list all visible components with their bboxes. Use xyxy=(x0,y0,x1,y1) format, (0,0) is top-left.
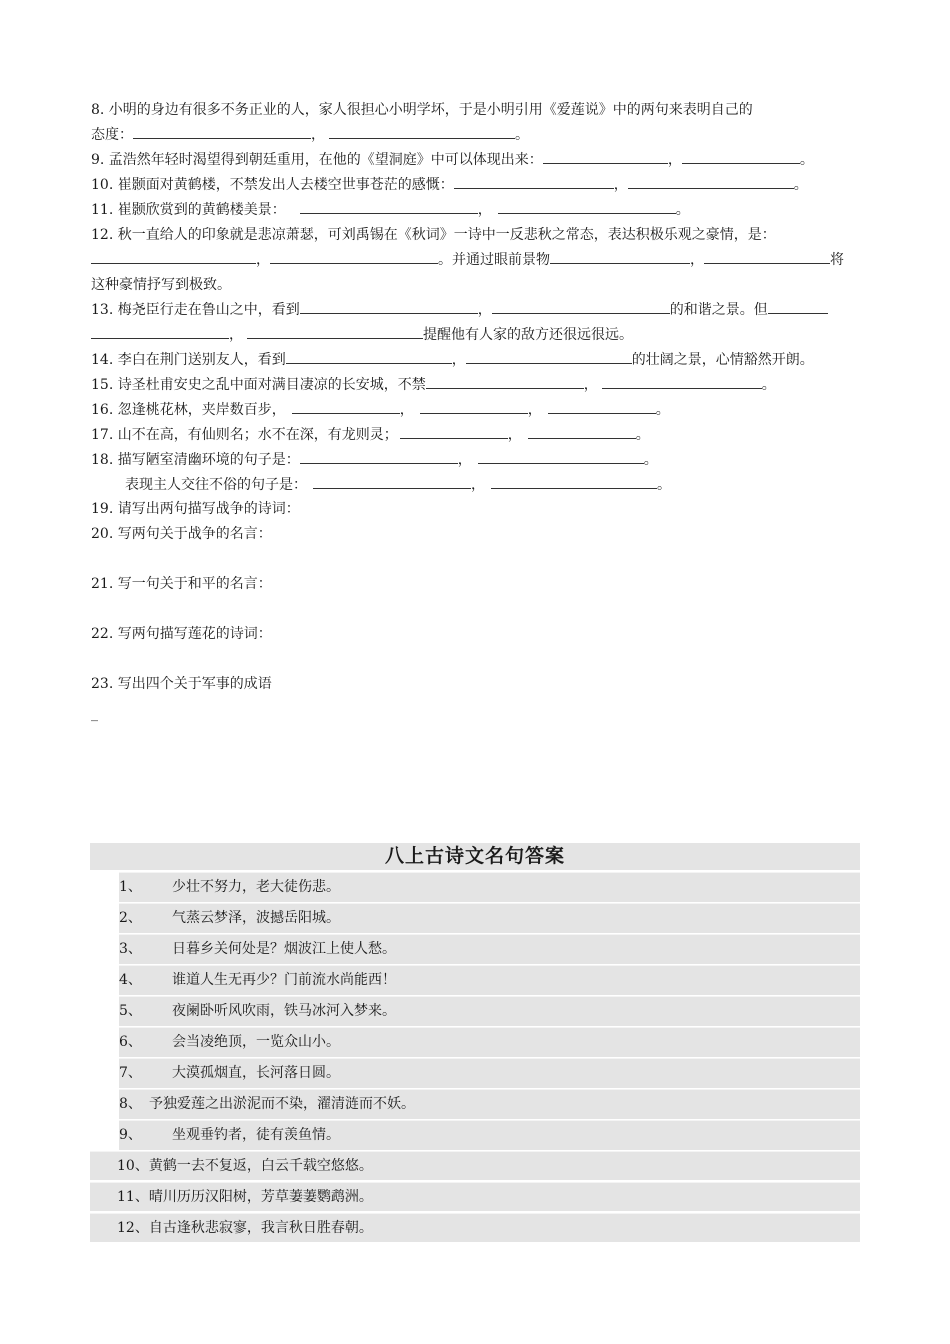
answer-blank[interactable] xyxy=(602,373,762,389)
question-8-answer-line: 态度： ， 。 xyxy=(91,123,861,148)
question-text: 16. 忽逢桃花林，夹岸数百步， xyxy=(91,402,286,418)
answer-item: 9、 坐观垂钓者，徒有羡鱼情。 xyxy=(119,1120,860,1150)
answer-blank[interactable] xyxy=(478,448,644,464)
answer-blank[interactable] xyxy=(133,123,311,139)
answer-blank[interactable] xyxy=(420,398,528,414)
question-12 xyxy=(91,223,861,248)
answer-blank[interactable] xyxy=(286,348,452,364)
question-text: 22. 写两句描写莲花的诗词： xyxy=(91,626,272,642)
answer-blank[interactable] xyxy=(329,123,515,139)
question-text: 19. 请写出两句描写战争的诗词： xyxy=(91,501,300,517)
question-15: 15. 诗圣杜甫安史之乱中面对满目凄凉的长安城，不禁 ， 。 xyxy=(91,373,861,398)
answer-item: 6、 会当凌绝顶，一览众山小。 xyxy=(119,1027,860,1057)
answer-blank[interactable] xyxy=(548,398,656,414)
question-10: 10. 崔颢面对黄鹤楼，不禁发出人去楼空世事苍茫的感慨： ， 。 xyxy=(91,173,861,198)
question-9: 9. 孟浩然年轻时渴望得到朝廷重用，在他的《望洞庭》中可以体现出来： ， 。 xyxy=(91,148,861,173)
question-text: 11. 崔颢欣赏到的黄鹤楼美景： xyxy=(91,202,286,218)
question-13: 13. 梅尧臣行走在鲁山之中，看到 ， 的和谐之景。但 xyxy=(91,298,861,323)
answer-blank[interactable] xyxy=(682,148,800,164)
question-20 xyxy=(91,522,861,547)
answer-blank[interactable] xyxy=(466,348,632,364)
question-text: 18. 描写陋室清幽环境的句子是： xyxy=(91,452,300,468)
answer-blank[interactable] xyxy=(247,323,423,339)
answer-item: 2、 气蒸云梦泽，波撼岳阳城。 xyxy=(119,903,860,933)
answer-item: 1、 少壮不努力，老大徒伤悲。 xyxy=(119,872,860,902)
question-8 xyxy=(91,98,861,123)
answer-blank[interactable] xyxy=(91,323,229,339)
answer-blank[interactable] xyxy=(492,298,670,314)
answer-item: 7、 大漠孤烟直，长河落日圆。 xyxy=(119,1058,860,1088)
answer-item: 11、晴川历历汉阳树，芳草萋萋鹦鹉洲。 xyxy=(90,1182,860,1211)
answer-blank[interactable] xyxy=(300,448,458,464)
question-14: 14. 李白在荆门送别友人，看到 ， 的壮阔之景，心情豁然开朗。 xyxy=(91,348,861,373)
answer-blank[interactable] xyxy=(550,248,690,264)
question-text: 表现主人交往不俗的句子是： xyxy=(125,477,307,493)
answer-blank[interactable] xyxy=(491,473,657,489)
answer-blank[interactable] xyxy=(454,173,614,189)
question-19 xyxy=(91,497,861,522)
question-16: 16. 忽逢桃花林，夹岸数百步， ， ， 。 xyxy=(91,398,861,423)
question-text: 态度： xyxy=(91,127,133,143)
question-17: 17. 山不在高，有仙则名；水不在深，有龙则灵； ， 。 xyxy=(91,423,861,448)
question-text: 13. 梅尧臣行走在鲁山之中，看到 xyxy=(91,302,300,318)
question-text: 8. 小明的身边有很多不务正业的人，家人很担心小明学坏，于是小明引用《爱莲说》中的两句来表明自己的 xyxy=(91,102,753,118)
answer-blank[interactable] xyxy=(292,398,400,414)
question-text: 23. 写出四个关于军事的成语 xyxy=(91,676,272,692)
answer-item: 8、 予独爱莲之出淤泥而不染，濯清涟而不妖。 xyxy=(119,1089,860,1119)
answer-blank[interactable] xyxy=(528,423,636,439)
question-text: 9. 孟浩然年轻时渴望得到朝廷重用，在他的《望洞庭》中可以体现出来： xyxy=(91,152,543,168)
question-13-answer-line: ， 提醒他有人家的敌方还很远很远。 xyxy=(91,323,861,348)
answer-item: 4、 谁道人生无再少？门前流水尚能西！ xyxy=(119,965,860,995)
question-21 xyxy=(91,572,861,597)
question-22 xyxy=(91,622,861,647)
answer-title: 八上古诗文名句答案 xyxy=(90,843,860,870)
question-text: 这种豪情抒写到极致。 xyxy=(91,277,231,293)
question-text: 15. 诗圣杜甫安史之乱中面对满目凄凉的长安城，不禁 xyxy=(91,377,426,393)
question-11: 11. 崔颢欣赏到的黄鹤楼美景： ， 。 xyxy=(91,198,861,223)
answer-blank[interactable] xyxy=(628,173,794,189)
answer-item: 10、黄鹤一去不复返，白云千载空悠悠。 xyxy=(90,1151,860,1180)
question-text: 12. 秋一直给人的印象就是悲凉萧瑟，可刘禹锡在《秋词》一诗中一反悲秋之常态，表达积极乐观之豪情，是： xyxy=(91,227,776,243)
answer-blank[interactable] xyxy=(300,198,478,214)
question-18: 18. 描写陋室清幽环境的句子是： ， 。 xyxy=(91,448,861,473)
answer-blank[interactable] xyxy=(426,373,584,389)
answer-section xyxy=(90,843,860,1239)
answer-blank[interactable] xyxy=(498,198,676,214)
question-text: 17. 山不在高，有仙则名；水不在深，有龙则灵； xyxy=(91,427,398,443)
answer-item: 3、 日暮乡关何处是？烟波江上使人愁。 xyxy=(119,934,860,964)
question-12-line3 xyxy=(91,273,861,298)
question-text: 10. 崔颢面对黄鹤楼，不禁发出人去楼空世事苍茫的感慨： xyxy=(91,177,454,193)
answer-blank[interactable] xyxy=(543,148,668,164)
question-12-answer-line: ， 。并通过眼前景物 ， 将 xyxy=(91,248,861,273)
answer-blank[interactable] xyxy=(704,248,830,264)
question-18b: 表现主人交往不俗的句子是： ， 。 xyxy=(91,473,861,498)
answer-item: 12、自古逢秋悲寂寥，我言秋日胜春朝。 xyxy=(90,1213,860,1242)
answer-blank[interactable] xyxy=(300,298,478,314)
answer-blank[interactable] xyxy=(400,423,508,439)
question-text: 21. 写一句关于和平的名言： xyxy=(91,576,272,592)
question-text: 20. 写两句关于战争的名言： xyxy=(91,526,272,542)
question-23 xyxy=(91,672,861,697)
stray-underscore: _ xyxy=(91,706,98,722)
answer-blank[interactable] xyxy=(313,473,471,489)
answer-blank[interactable] xyxy=(91,248,256,264)
answer-blank[interactable] xyxy=(768,298,828,314)
question-text: 14. 李白在荆门送别友人，看到 xyxy=(91,352,286,368)
answer-item: 5、 夜阑卧听风吹雨，铁马冰河入梦来。 xyxy=(119,996,860,1026)
answer-blank[interactable] xyxy=(270,248,438,264)
